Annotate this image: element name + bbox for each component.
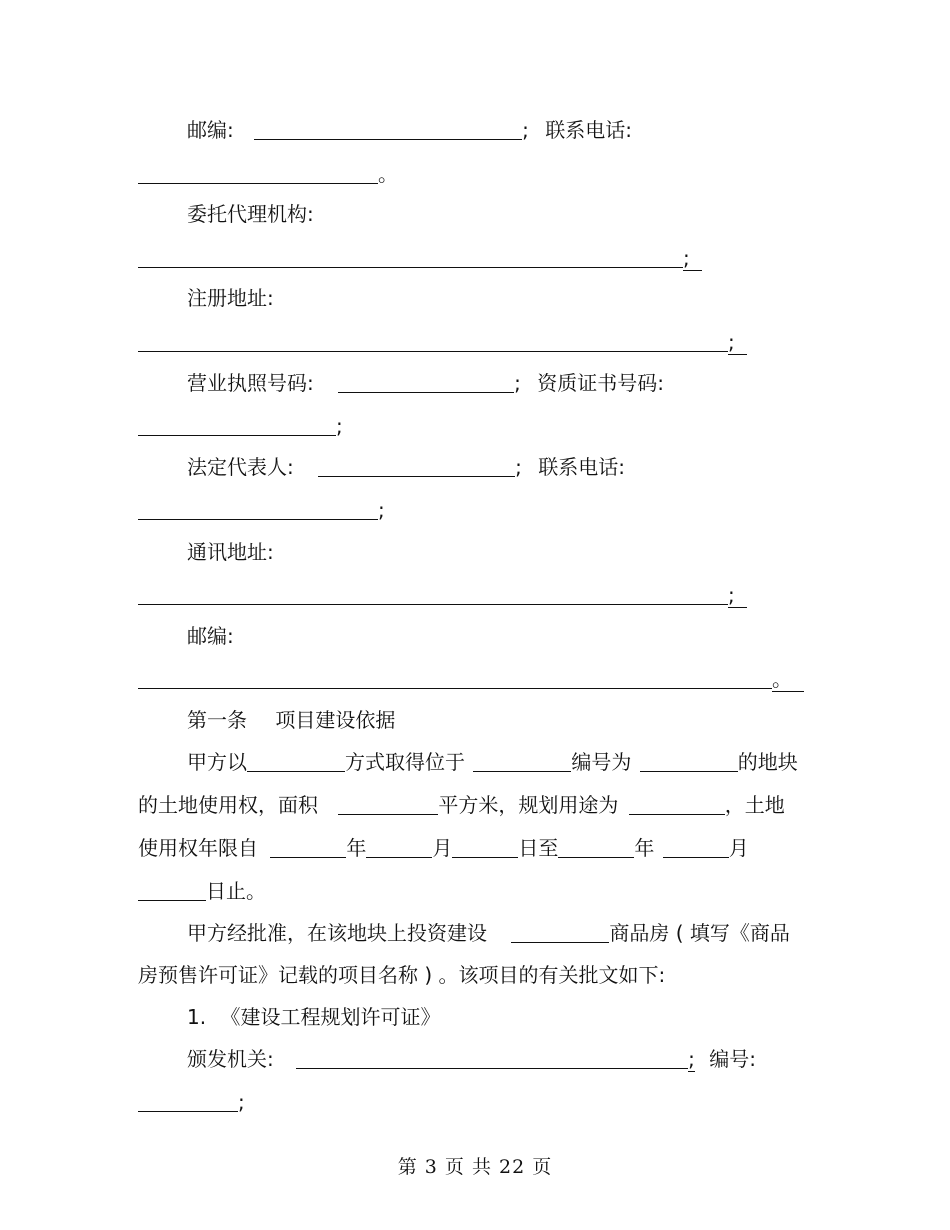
text: 方式取得位于 (345, 750, 465, 774)
issuer-label: 颁发机关: (187, 1047, 274, 1071)
qualification-label: 资质证书号码: (537, 371, 664, 395)
acquire-method-blank[interactable] (247, 751, 345, 772)
reg-address-label: 注册地址: (187, 286, 274, 310)
qualification-blank[interactable] (138, 415, 336, 436)
para1-line2 (138, 793, 785, 817)
text: 房预售许可证》记载的项目名称 ) 。该项目的有关批文如下: (138, 963, 666, 987)
article-number: 第一条 (187, 708, 247, 732)
mail-address-label-line (187, 540, 274, 564)
separator: ; (688, 1047, 695, 1071)
item-number: 1. (187, 1005, 207, 1029)
text: 商品房 ( 填写《商品 (609, 921, 790, 945)
para2-line2 (138, 963, 665, 987)
text: 甲方经批准，在该地块上投资建设 (187, 921, 487, 945)
rep-phone-blank-line (138, 498, 385, 522)
text: 月 (432, 836, 453, 860)
location-blank[interactable] (473, 751, 571, 772)
mail-address-label: 通讯地址: (187, 540, 274, 564)
parcel-number-blank[interactable] (640, 751, 738, 772)
start-day-blank[interactable] (452, 837, 518, 858)
item-title: 《建设工程规划许可证》 (220, 1005, 441, 1029)
line-end: 。 (772, 667, 804, 692)
item1-heading (187, 1005, 440, 1029)
article-heading (187, 708, 395, 732)
agent-blank-line (138, 246, 702, 270)
end-day-blank[interactable] (138, 880, 206, 901)
reg-address-blank-line (138, 330, 747, 354)
phone-blank[interactable] (138, 163, 378, 184)
line-end: 。 (378, 162, 398, 186)
postcode-line (187, 118, 632, 142)
line-end: ; (728, 330, 747, 355)
phone-label: 联系电话: (545, 118, 632, 142)
postcode2-blank-line (138, 667, 804, 691)
line-end: ; (728, 583, 747, 608)
qualification-blank-line (138, 414, 343, 438)
issuer-blank[interactable] (296, 1048, 688, 1069)
number-label: 编号: (709, 1047, 756, 1071)
license-label: 营业执照号码: (187, 371, 314, 395)
text: 甲方以 (187, 750, 247, 774)
license-blank[interactable] (338, 372, 514, 393)
rep-phone-blank[interactable] (138, 499, 378, 520)
license-line (187, 371, 664, 395)
para1-line3 (138, 836, 749, 860)
separator: ; (514, 371, 521, 395)
planned-use-blank[interactable] (629, 794, 725, 815)
text: 的土地使用权，面积 (138, 793, 318, 817)
start-year-blank[interactable] (270, 837, 346, 858)
para1-line4 (138, 879, 266, 903)
page-number-footer: 第 3 页 共 22 页 (397, 1156, 553, 1178)
agent-blank[interactable] (138, 247, 683, 268)
agent-label: 委托代理机构: (187, 202, 314, 226)
separator: ; (522, 118, 529, 142)
end-month-blank[interactable] (663, 837, 729, 858)
agent-label-line (187, 202, 314, 226)
text: ，土地 (724, 793, 785, 817)
line-end: ; (683, 246, 702, 271)
line-end: ; (238, 1090, 245, 1114)
reg-address-blank[interactable] (138, 331, 728, 352)
reg-address-label-line (187, 286, 274, 310)
postcode2-label: 邮编: (187, 624, 234, 648)
line-end: ; (378, 498, 385, 522)
article-title: 项目建设依据 (275, 708, 396, 732)
text: 月 (728, 836, 749, 860)
mail-address-blank[interactable] (138, 584, 728, 605)
postcode-blank[interactable] (254, 119, 522, 140)
area-blank[interactable] (338, 794, 438, 815)
issuer-line (187, 1047, 756, 1071)
phone-blank-line (138, 162, 398, 186)
postcode2-label-line (187, 624, 234, 648)
text: 的地块 (737, 750, 798, 774)
text: 编号为 (571, 750, 632, 774)
para1-line1 (187, 750, 798, 774)
text: 日至 (518, 836, 559, 860)
text: 日止。 (206, 879, 266, 903)
phone-label: 联系电话: (538, 455, 625, 479)
legal-rep-line (187, 455, 625, 479)
text: 平方米，规划用途为 (438, 793, 619, 817)
para2-line1 (187, 921, 790, 945)
legal-rep-label: 法定代表人: (187, 455, 294, 479)
end-year-blank[interactable] (558, 837, 634, 858)
mail-address-blank-line (138, 583, 747, 607)
number-blank[interactable] (138, 1091, 238, 1112)
text: 年 (346, 836, 367, 860)
text: 年 (634, 836, 655, 860)
project-name-blank[interactable] (511, 922, 609, 943)
separator: ; (515, 455, 522, 479)
legal-rep-blank[interactable] (318, 456, 515, 477)
postcode2-blank[interactable] (138, 668, 772, 689)
start-month-blank[interactable] (366, 837, 432, 858)
number-blank-line (138, 1090, 245, 1114)
line-end: ; (336, 414, 343, 438)
text: 使用权年限自 (138, 836, 258, 860)
postcode-label: 邮编: (187, 118, 234, 142)
